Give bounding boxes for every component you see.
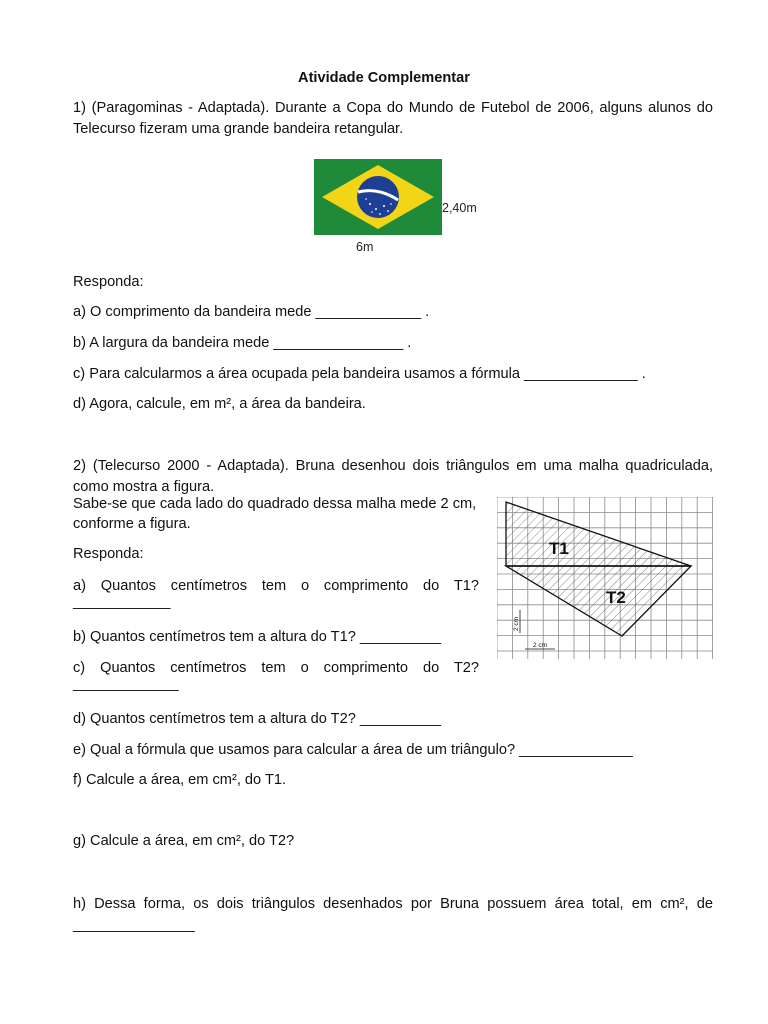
q2-intro [73,456,713,498]
flag-height-label: 2,40m [442,201,477,215]
q2-item-h-line-2: _______________ [73,917,195,933]
q2-responda: Responda: [73,546,144,562]
q2-item-h [73,894,713,936]
q1-intro-line-2: Telecurso fizeram uma grande bandeira retangular. [73,121,404,137]
q2-item-f: f) Calcule a área, em cm², do T1. [73,772,287,788]
q2-item-e: e) Qual a fórmula que usamos para calcular a área de um triângulo? ______________ [73,742,633,758]
q1-item-c: c) Para calcularmos a área ocupada pela bandeira usamos a fórmula ______________ . [73,366,646,382]
q2-intro-line-1: 2) (Telecurso 2000 - Adaptada). Bruna desenhou dois triângulos em uma malha quadriculada, [73,458,713,474]
flag-width-label: 6m [356,240,374,254]
q2-item-g: g) Calcule a área, em cm², do T2? [73,833,295,849]
q1-item-d: d) Agora, calcule, em m², a área da bandeira. [73,396,366,412]
t2-label: T2 [606,588,626,607]
q2-item-h-line-1: h) Dessa forma, os dois triângulos desenhados por Bruna possuem área total, em cm², de [73,896,713,912]
q2-item-c [73,660,479,692]
q2-item-b: b) Quantos centímetros tem a altura do T1? __________ [73,629,442,645]
t1-label: T1 [549,539,569,558]
q2-item-a-line-1: a) Quantos centímetros tem o comprimento do T1? [73,578,479,594]
bottom-dimension-label: 2 cm [533,642,548,649]
q1-responda: Responda: [73,274,144,290]
q2-item-d: d) Quantos centímetros tem a altura do T2? __________ [73,711,442,727]
q1-item-b: b) A largura da bandeira mede ________________ . [73,335,412,351]
q1-item-a: a) O comprimento da bandeira mede _____________ . [73,304,430,320]
page-title: Atividade Complementar [298,70,470,86]
q2-item-a [73,578,479,610]
q1-intro [73,98,713,140]
q2-intro-line-4: conforme a figura. [73,516,191,532]
triangle-grid-figure [497,497,713,659]
q2-item-c-line-1: c) Quantos centímetros tem o comprimento do T2? [73,660,479,676]
q1-intro-line-1: 1) (Paragominas - Adaptada). Durante a Copa do Mundo de Futebol de 2006, alguns alunos do [73,100,713,116]
brazil-flag-image [314,159,442,235]
q2-item-a-line-2: ____________ [73,594,171,610]
q2-intro-line-2: como mostra a figura. [73,479,215,495]
q2-item-c-line-2: _____________ [73,676,179,692]
side-dimension-label: 2 cm [513,616,520,631]
q2-intro-line-3: Sabe-se que cada lado do quadrado dessa malha mede 2 cm, [73,496,477,512]
